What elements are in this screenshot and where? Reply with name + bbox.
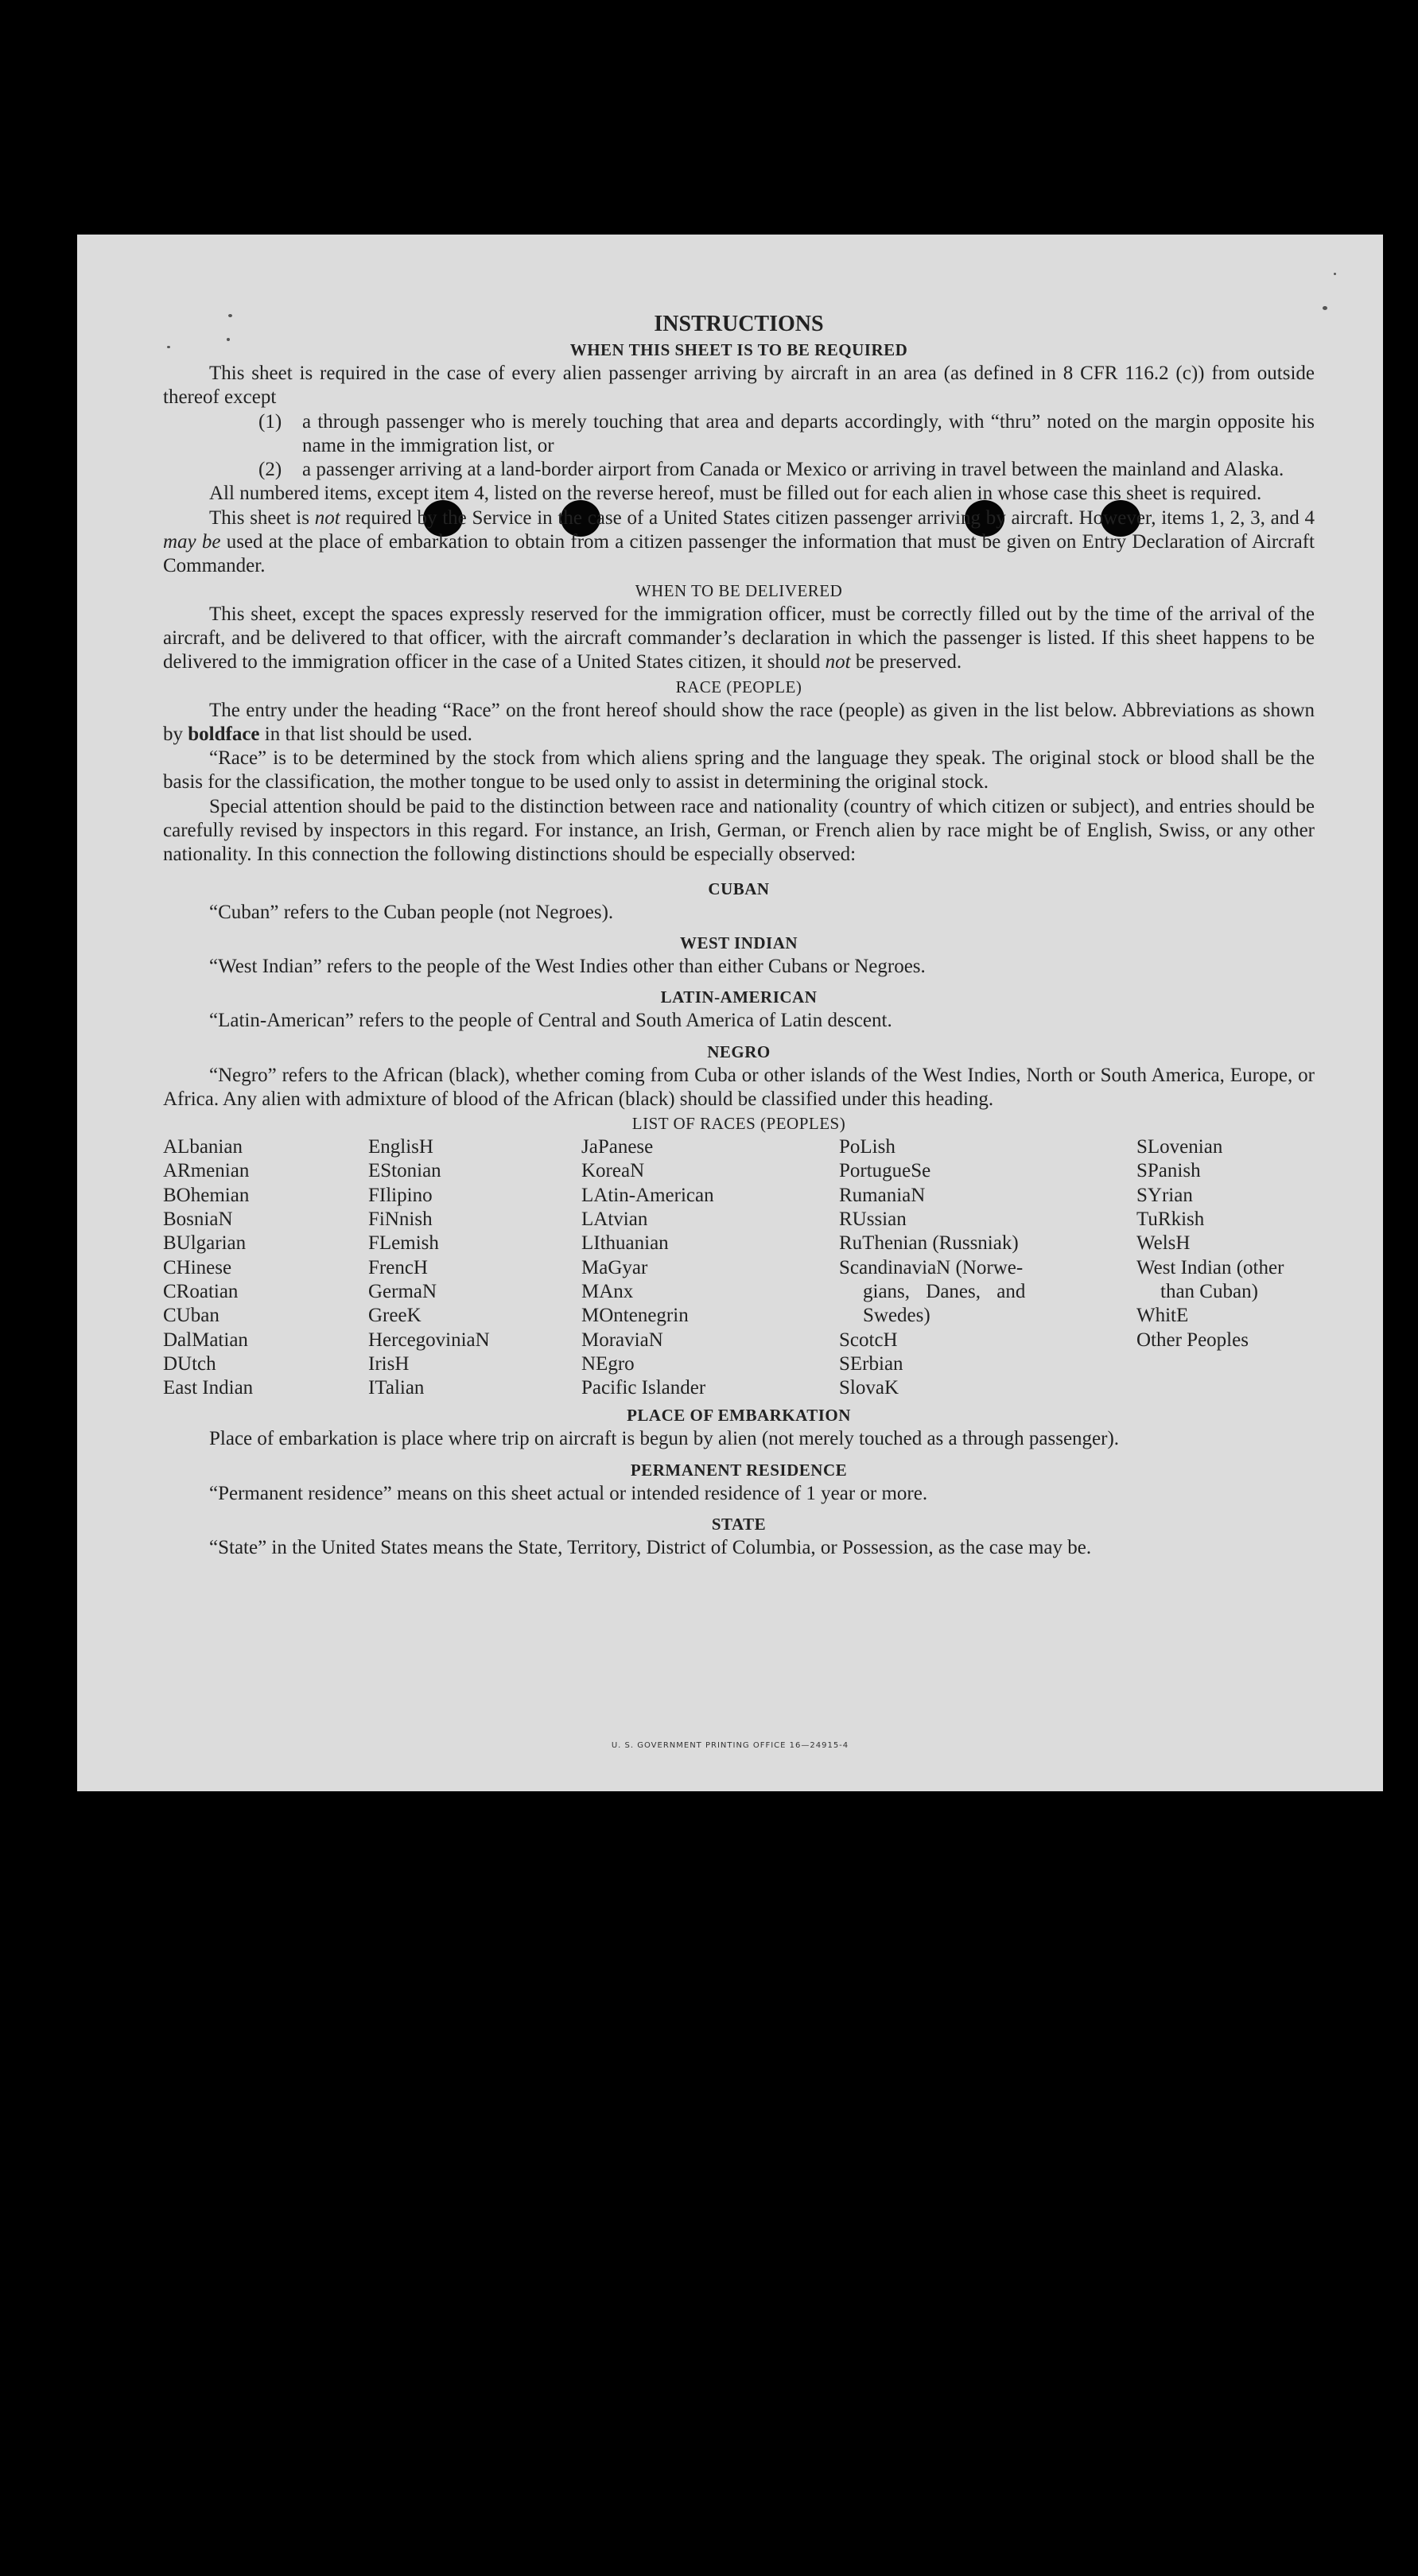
race-item: JaPanese [581, 1136, 654, 1158]
race-item: WelsH [1136, 1232, 1191, 1255]
race-item: IrisH [368, 1352, 410, 1375]
item-number: (1) [258, 410, 282, 433]
race-item: BosniaN [163, 1208, 233, 1231]
race-column [839, 1135, 1136, 1400]
race-item: SlovaK [839, 1377, 899, 1399]
race-item: West Indian (other [1136, 1256, 1284, 1278]
race-item: GermaN [368, 1280, 437, 1302]
race-item: EStonian [368, 1160, 441, 1182]
race-item: SErbian [839, 1352, 903, 1375]
race-item-continued: gians, Danes, and [863, 1280, 1026, 1302]
item-text: a through passenger who is merely touching that area and departs accordingly, with “thru” noted on the margin opposite his name in the immigration list, or [302, 410, 1315, 456]
race-item: GreeK [368, 1305, 422, 1327]
section-heading: RACE (PEOPLE) [675, 677, 802, 696]
paragraph: Place of embarkation is place where trip on aircraft is begun by alien (not merely touched as a through passenger). [209, 1428, 1120, 1450]
section-heading: CUBAN [708, 879, 770, 898]
race-item: KoreaN [581, 1160, 645, 1182]
text-run: The entry under the heading “Race” on the front hereof should show the race (people) as given in the list below. Abbreviations as shown by [163, 699, 1315, 745]
text-run: used at the place of embarkation to obtain from a citizen passenger the information that must be given on Entry Declaration of Aircraft Commander. [163, 531, 1315, 577]
race-item: East Indian [163, 1377, 254, 1399]
section-heading: LATIN-AMERICAN [660, 987, 818, 1007]
race-item: NEgro [581, 1352, 635, 1375]
list-item [163, 410, 1315, 459]
race-item: Pacific Islander [581, 1377, 706, 1399]
section-heading: NEGRO [707, 1042, 771, 1061]
paragraph: Special attention should be paid to the distinction between race and nationality (country of which citizen or subject), and entries should be carefully revised by inspectors in this regard. For instance, an Irish, German, or French alien by race might be of English, Swiss, or any other nationality. In this connection the following distinctions should be especially observed: [163, 795, 1315, 866]
race-item: LIthuanian [581, 1232, 669, 1255]
race-item: ITalian [368, 1377, 425, 1399]
page-title: INSTRUCTIONS [654, 312, 824, 336]
race-item: DalMatian [163, 1329, 248, 1351]
race-item: HercegoviniaN [368, 1329, 490, 1351]
paragraph: “Negro” refers to the African (black), whether coming from Cuba or other islands of the West Indies, North or South America, Europe, or Africa. Any alien with admixture of blood of the African (black) should be classified under this heading. [163, 1064, 1315, 1110]
race-item: PoLish [839, 1136, 895, 1158]
race-item: EnglisH [368, 1136, 433, 1158]
item-text: a passenger arriving at a land-border airport from Canada or Mexico or arriving in travel between the mainland and Alaska. [302, 459, 1284, 481]
race-item: DUtch [163, 1352, 216, 1375]
race-item: BUlgarian [163, 1232, 247, 1255]
text-run: This sheet is [209, 506, 315, 529]
text-run: This sheet, except the spaces expressly reserved for the immigration officer, must be correctly filled out by the time of the arrival of the aircraft, and be delivered to that officer, with the aircraft commander’s declaration in which the passenger is listed. If this sheet happens to be delivered to the immigration officer in the case of a United States citizen, it should [163, 603, 1315, 673]
race-item: RUssian [839, 1208, 907, 1231]
paragraph: This sheet is required in the case of every alien passenger arriving by aircraft in an area (as defined in 8 CFR 116.2 (c)) from outside thereof except [163, 363, 1315, 409]
scan-speck [1323, 306, 1327, 310]
paragraph [163, 506, 1315, 579]
race-item: Other Peoples [1136, 1329, 1249, 1351]
race-list [163, 1135, 1315, 1400]
paragraph [163, 603, 1315, 675]
race-item: PortugueSe [839, 1160, 931, 1182]
race-item: RuThenian (Russniak) [839, 1232, 1019, 1255]
race-item: FLemish [368, 1232, 439, 1255]
scan-speck [1334, 273, 1336, 275]
race-item: LAtin-American [581, 1184, 714, 1206]
race-item: MaGyar [581, 1256, 648, 1278]
section-heading: PLACE OF EMBARKATION [627, 1406, 851, 1426]
section-heading: WHEN THIS SHEET IS TO BE REQUIRED [569, 340, 908, 359]
race-item: SYrian [1136, 1184, 1193, 1206]
race-item: ALbanian [163, 1136, 243, 1158]
bold-text: boldface [188, 723, 260, 745]
race-item: SLovenian [1136, 1136, 1223, 1158]
paragraph: “Race” is to be determined by the stock from which aliens spring and the language they speak. The original stock or blood shall be the basis for the classification, the mother tongue to be used only to assist in determining the original stock. [163, 747, 1315, 793]
section-heading: WEST INDIAN [679, 933, 798, 952]
emphasis: not [314, 506, 340, 529]
emphasis: not [825, 651, 851, 673]
section-heading: PERMANENT RESIDENCE [630, 1460, 848, 1480]
race-column [581, 1135, 839, 1400]
printer-footer: U. S. GOVERNMENT PRINTING OFFICE 16—24915-4 [611, 1741, 849, 1750]
list-item [163, 458, 1315, 482]
item-number: (2) [258, 459, 282, 481]
race-item: CUban [163, 1305, 219, 1327]
section-heading: WHEN TO BE DELIVERED [635, 580, 843, 600]
section-heading: LIST OF RACES (PEOPLES) [631, 1114, 846, 1134]
instructions-content [163, 311, 1315, 1560]
race-item: MoraviaN [581, 1329, 663, 1351]
race-item-continued: than Cuban) [1160, 1280, 1258, 1302]
race-item: ScotcH [839, 1329, 898, 1351]
race-item: WhitE [1136, 1305, 1189, 1327]
race-item: CRoatian [163, 1280, 239, 1302]
race-item: MAnx [581, 1280, 634, 1302]
race-column [1136, 1135, 1284, 1400]
text-run: be preserved. [850, 651, 962, 673]
paragraph: “Latin-American” refers to the people of Central and South America of Latin descent. [209, 1010, 892, 1032]
race-item: SPanish [1136, 1160, 1201, 1182]
race-item: ScandinaviaN (Norwe- [839, 1256, 1024, 1278]
race-item: LAtvian [581, 1208, 648, 1231]
race-item: CHinese [163, 1256, 232, 1278]
race-item: RumaniaN [839, 1184, 926, 1206]
emphasis: may be [163, 531, 221, 553]
text-run: required by the Service in the case of a United States citizen passenger arriving by aircraft. However, items 1, 2, 3, and 4 [340, 506, 1315, 529]
paragraph: “State” in the United States means the State, Territory, District of Columbia, or Possession, as the case may be. [209, 1536, 1092, 1558]
section-heading: STATE [711, 1514, 767, 1534]
paragraph: “West Indian” refers to the people of the West Indies other than either Cubans or Negroes. [209, 955, 926, 977]
race-column [163, 1135, 368, 1400]
paragraph: “Cuban” refers to the Cuban people (not Negroes). [209, 901, 614, 923]
race-item: MOntenegrin [581, 1305, 689, 1327]
race-item: FIlipino [368, 1184, 433, 1206]
paragraph: “Permanent residence” means on this sheet actual or intended residence of 1 year or more. [209, 1482, 928, 1504]
race-item: ARmenian [163, 1160, 250, 1182]
race-column [368, 1135, 581, 1400]
race-item: FrencH [368, 1256, 428, 1278]
text-run: in that list should be used. [259, 723, 472, 745]
paragraph [163, 699, 1315, 747]
race-item-continued: Swedes) [863, 1305, 930, 1327]
race-item: FiNnish [368, 1208, 433, 1231]
paragraph: All numbered items, except item 4, listed on the reverse hereof, must be filled out for each alien in whose case this sheet is required. [209, 483, 1262, 505]
race-item: BOhemian [163, 1184, 250, 1206]
race-item: TuRkish [1136, 1208, 1205, 1231]
